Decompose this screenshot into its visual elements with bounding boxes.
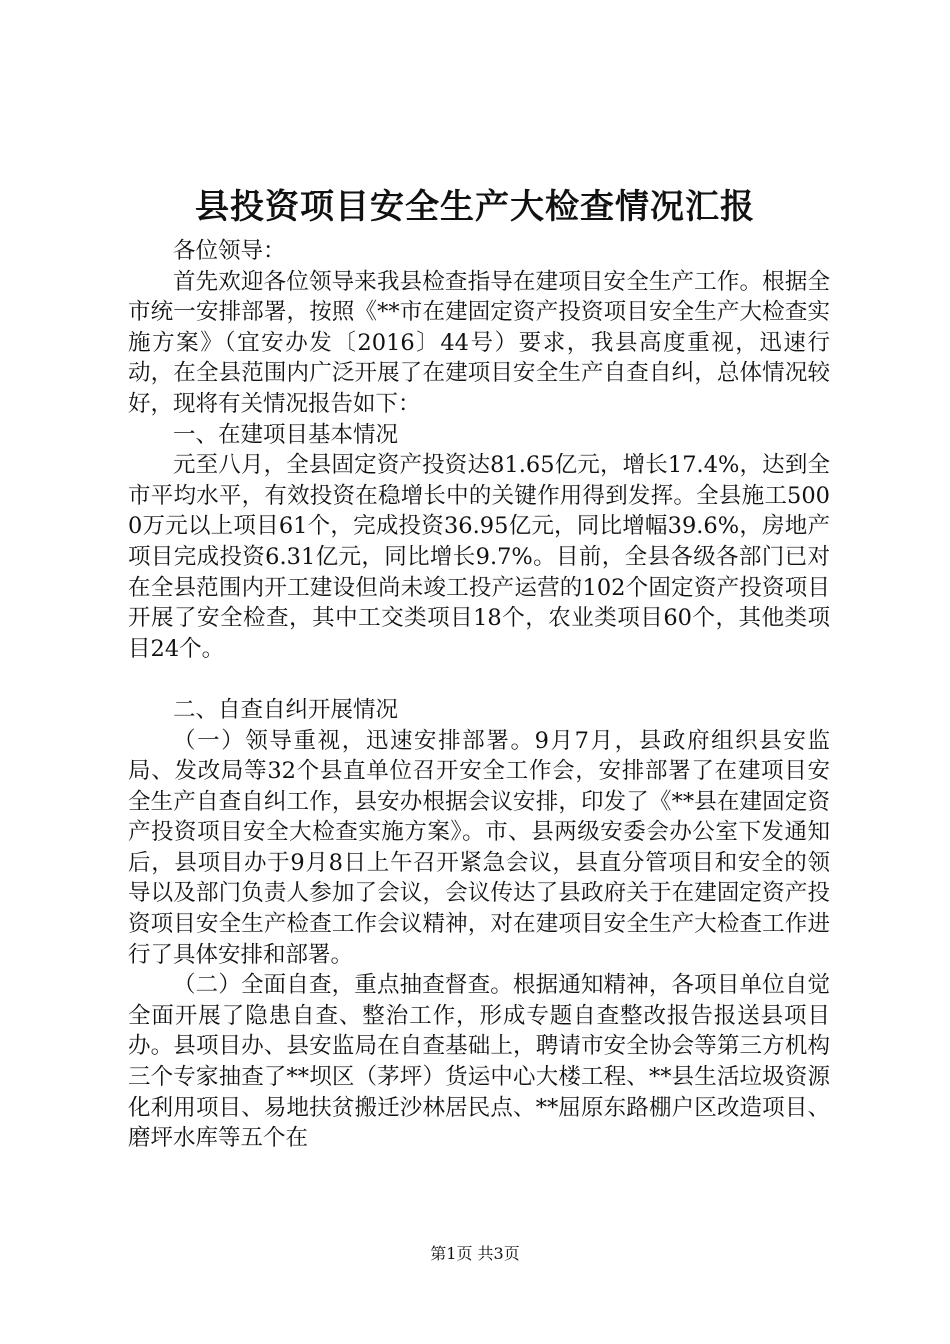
- intro-paragraph: 首先欢迎各位领导来我县检查指导在建项目安全生产工作。根据全市统一安排部署，按照《**市在建固定资产投资项目安全生产大检查实施方案》（宜安办发〔2016〕44号）要求，我县高度重视，迅速行动，在全县范围内广泛开展了在建项目安全生产自查自纠，总体情况较好，现将有关情况报告如下：: [128, 268, 830, 417]
- section1-heading: 一、在建项目基本情况: [173, 421, 399, 448]
- blank-line: [128, 664, 830, 695]
- document-title: 县投资项目安全生产大检查情况汇报: [195, 187, 755, 227]
- document-body: [128, 236, 830, 1154]
- section1-paragraph: 元至八月，全县固定资产投资达81.65亿元，增长17.4%，达到全市平均水平，有效投资在稳增长中的关键作用得到发挥。全县施工5000万元以上项目61个，完成投资36.95亿元，同比增幅39.6%，房地产项目完成投资6.31亿元，同比增长9.7%。目前，全县各级各部门已对在全县范围内开工建设但尚未竣工投产运营的102个固定资产投资项目开展了安全检查，其中工交类项目18个，农业类项目60个，其他类项目24个。: [128, 452, 830, 662]
- salutation: 各位领导：: [173, 238, 286, 264]
- section2-item2-paragraph: （二）全面自查，重点抽查督查。根据通知精神，各项目单位自觉全面开展了隐患自查、整治工作，形成专题自查整改报告报送县项目办。县项目办、县安监局在自查基础上，聘请市安全协会等第三方机构三个专家抽查了**坝区（茅坪）货运中心大楼工程、**县生活垃圾资源化利用项目、易地扶贫搬迁沙林居民点、**屈原东路棚户区改造项目、磨坪水库等五个在: [128, 972, 830, 1152]
- page-footer: 第1页 共3页: [430, 1244, 520, 1263]
- section2-item1-paragraph: （一）领导重视，迅速安排部署。9月7月，县政府组织县安监局、发改局等32个县直单位召开安全工作会，安排部署了在建项目安全生产自查自纠工作，县安办根据会议安排，印发了《**县在建固定资产投资项目安全大检查实施方案》。市、县两级安委会办公室下发通知后，县项目办于9月8日上午召开紧急会议，县直分管项目和安全的领导以及部门负责人参加了会议，会议传达了县政府关于在建固定资产投资项目安全生产检查工作会议精神，对在建项目安全生产大检查工作进行了具体安排和部署。: [128, 727, 830, 968]
- section2-heading: 二、自查自纠开展情况: [173, 696, 399, 723]
